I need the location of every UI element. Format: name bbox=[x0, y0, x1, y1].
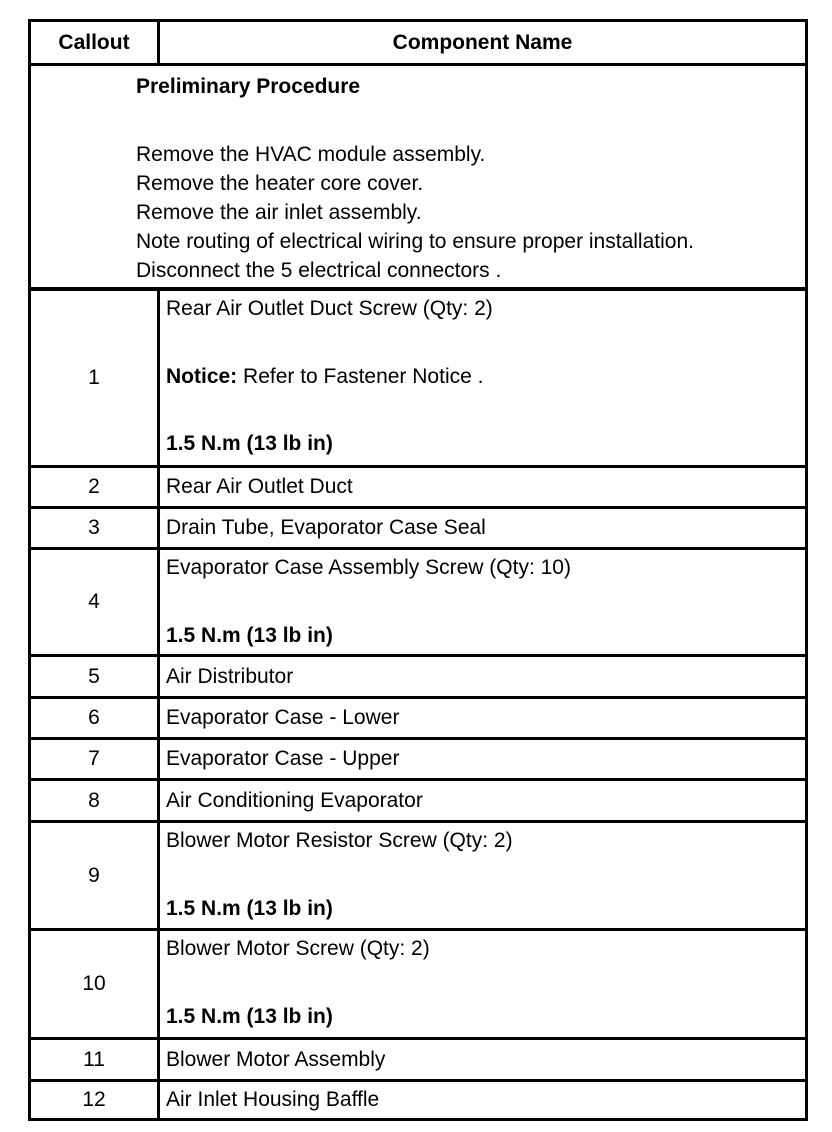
callout-number: 6 bbox=[88, 706, 100, 729]
table-row bbox=[31, 820, 805, 928]
table-row bbox=[31, 506, 805, 547]
component-name: Air Distributor bbox=[157, 657, 805, 696]
notice-line bbox=[166, 365, 483, 389]
notice-label: Notice: bbox=[166, 365, 238, 388]
preliminary-step: Remove the heater core cover. bbox=[136, 172, 424, 195]
component-name: Air Inlet Housing Baffle bbox=[157, 1082, 805, 1118]
callout-number: 11 bbox=[83, 1047, 105, 1071]
table-row bbox=[31, 778, 805, 820]
callout-number: 8 bbox=[88, 788, 100, 812]
torque-spec: 1.5 N.m (13 lb in) bbox=[166, 624, 333, 647]
table-row bbox=[31, 737, 805, 778]
component-cell bbox=[157, 823, 805, 928]
preliminary-procedure bbox=[31, 63, 805, 287]
table-row bbox=[31, 547, 805, 654]
component-name: Blower Motor Assembly bbox=[157, 1040, 805, 1079]
torque-spec: 1.5 N.m (13 lb in) bbox=[166, 432, 333, 455]
callout-number: 1 bbox=[88, 366, 100, 389]
table-row bbox=[31, 1079, 805, 1118]
component-cell bbox=[157, 550, 805, 654]
component-name: Rear Air Outlet Duct bbox=[157, 468, 805, 506]
component-name: Evaporator Case - Upper bbox=[157, 740, 805, 778]
component-cell bbox=[157, 931, 805, 1037]
callout-number: 4 bbox=[88, 590, 100, 613]
component-name: Evaporator Case - Lower bbox=[157, 699, 805, 737]
torque-spec: 1.5 N.m (13 lb in) bbox=[166, 1005, 333, 1028]
callout-number: 7 bbox=[88, 747, 100, 770]
component-cell bbox=[157, 291, 805, 465]
component-name: Rear Air Outlet Duct Screw (Qty: 2) bbox=[166, 297, 493, 320]
table-row bbox=[31, 928, 805, 1037]
callout-number: 3 bbox=[88, 516, 100, 539]
component-name-column-header: Component Name bbox=[157, 22, 805, 63]
torque-spec: 1.5 N.m (13 lb in) bbox=[166, 897, 333, 920]
callout-number: 9 bbox=[88, 863, 100, 887]
table-row bbox=[31, 465, 805, 506]
preliminary-step: Note routing of electrical wiring to ensure proper installation. bbox=[136, 230, 694, 253]
table-header bbox=[31, 22, 805, 63]
notice-text: Refer to Fastener Notice . bbox=[237, 365, 484, 388]
preliminary-title: Preliminary Procedure bbox=[136, 75, 361, 98]
callout-number: 2 bbox=[88, 475, 100, 498]
table-row bbox=[31, 696, 805, 737]
table-row bbox=[31, 287, 805, 465]
preliminary-step: Remove the HVAC module assembly. bbox=[136, 143, 486, 166]
component-name: Drain Tube, Evaporator Case Seal bbox=[157, 509, 805, 547]
preliminary-step: Remove the air inlet assembly. bbox=[136, 201, 422, 224]
preliminary-step: Disconnect the 5 electrical connectors . bbox=[136, 259, 502, 282]
component-name: Blower Motor Resistor Screw (Qty: 2) bbox=[166, 829, 513, 852]
callout-number: 12 bbox=[82, 1088, 106, 1111]
table-row bbox=[31, 654, 805, 696]
component-name: Blower Motor Screw (Qty: 2) bbox=[166, 937, 430, 960]
callout-number: 10 bbox=[82, 972, 106, 995]
component-name: Evaporator Case Assembly Screw (Qty: 10) bbox=[166, 556, 571, 579]
component-name: Air Conditioning Evaporator bbox=[157, 781, 805, 820]
component-table bbox=[28, 19, 808, 1121]
callout-number: 5 bbox=[88, 664, 100, 688]
callout-column-header: Callout bbox=[58, 30, 130, 54]
table-row bbox=[31, 1037, 805, 1079]
